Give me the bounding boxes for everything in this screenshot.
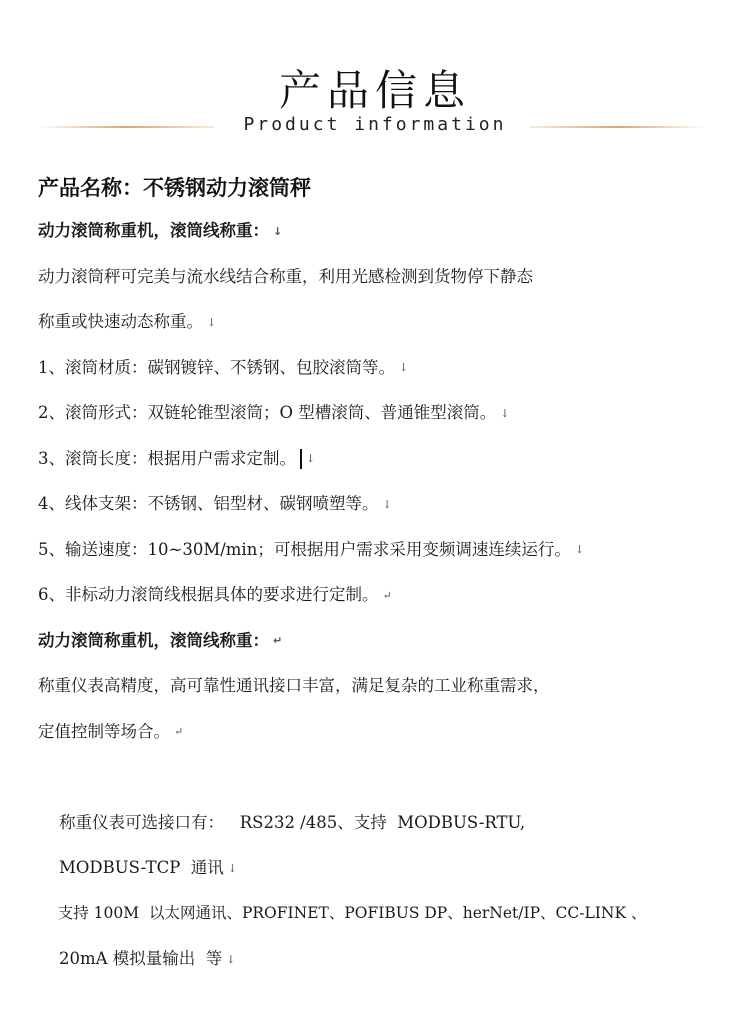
list-item-frame-support	[38, 481, 728, 527]
paragraph-mark-icon: ↵	[273, 634, 283, 648]
list-item-custom-line	[38, 572, 728, 618]
paragraph-mark-icon: ↓	[273, 224, 283, 238]
product-name-heading: 产品名称：不锈钢动力滚筒秤	[38, 176, 311, 200]
paragraph-line	[38, 709, 728, 755]
paragraph-mark-icon: ↓	[574, 543, 585, 557]
line-text: 1、滚筒材质：碳钢镀锌、不锈钢、包胶滚筒等。	[38, 357, 395, 377]
paragraph-mark-icon: ↓	[207, 315, 217, 329]
line-text: 6、非标动力滚筒线根据具体的要求进行定制。	[38, 585, 379, 604]
line-text: 动力滚筒秤可完美与流水线结合称重，利用光感检测到货物停下静态	[38, 266, 533, 286]
line-text: 称重或快速动态称重。	[38, 312, 203, 331]
text-cursor-icon	[300, 449, 302, 469]
list-item-roller-length	[38, 436, 728, 482]
paragraph-mark-icon: ↵	[382, 588, 392, 602]
paragraph-line	[38, 299, 728, 345]
paragraph-line	[38, 754, 728, 832]
paragraph-mark-icon: ↓	[226, 952, 236, 966]
paragraph-line	[38, 254, 728, 300]
list-item-roller-type	[38, 390, 728, 436]
line-text: 4、线体支架：不锈钢、铝型材、碳钢喷塑等。	[38, 494, 379, 513]
list-item-roller-material	[38, 345, 728, 391]
line-text: 支持 100M 以太网通讯、PROFINET、POFIBUS DP、herNet/IP、CC-LINK 、	[57, 903, 647, 922]
product-description	[38, 168, 728, 968]
line-text: 动力滚筒称重机，滚筒线称重：	[38, 221, 269, 240]
line-text: 20mA 模拟量输出 等	[58, 949, 223, 968]
paragraph-mark-icon: ↓	[382, 497, 392, 511]
section-subtitle: Product information	[243, 114, 507, 135]
line-text: 5、输送速度：10~30M/min；可根据用户需求采用变频调速连续运行。	[38, 539, 571, 559]
paragraph-mark-icon: ↵	[174, 725, 184, 739]
paragraph-heading	[38, 618, 728, 664]
decorative-rule-right	[530, 126, 706, 128]
line-text: MODBUS-TCP 通讯	[58, 858, 224, 877]
paragraph-mark-icon: ↓	[306, 452, 316, 466]
paragraph-heading	[38, 208, 728, 254]
line-text: 称重仪表可选接口有： RS232 /485、支持 MODBUS-RTU,	[58, 812, 526, 832]
line-text: 2、滚筒形式：双链轮锥型滚筒；O 型槽滚筒、普通锥型滚筒。	[38, 403, 497, 422]
line-text: 3、滚筒长度：根据用户需求定制。	[38, 448, 296, 468]
list-item-conveying-speed	[38, 527, 728, 573]
paragraph-mark-icon: ↓	[227, 861, 238, 875]
section-header	[0, 0, 750, 150]
paragraph-mark-icon: ↓	[399, 361, 409, 375]
section-title: 产品信息	[278, 66, 471, 115]
line-text: 称重仪表高精度，高可靠性通讯接口丰富，满足复杂的工业称重需求，	[38, 676, 550, 695]
paragraph-line	[38, 663, 728, 709]
paragraph-mark-icon: ↓	[500, 406, 510, 420]
line-text: 动力滚筒称重机，滚筒线称重：	[38, 630, 269, 650]
line-text: 定值控制等场合。	[38, 721, 170, 741]
